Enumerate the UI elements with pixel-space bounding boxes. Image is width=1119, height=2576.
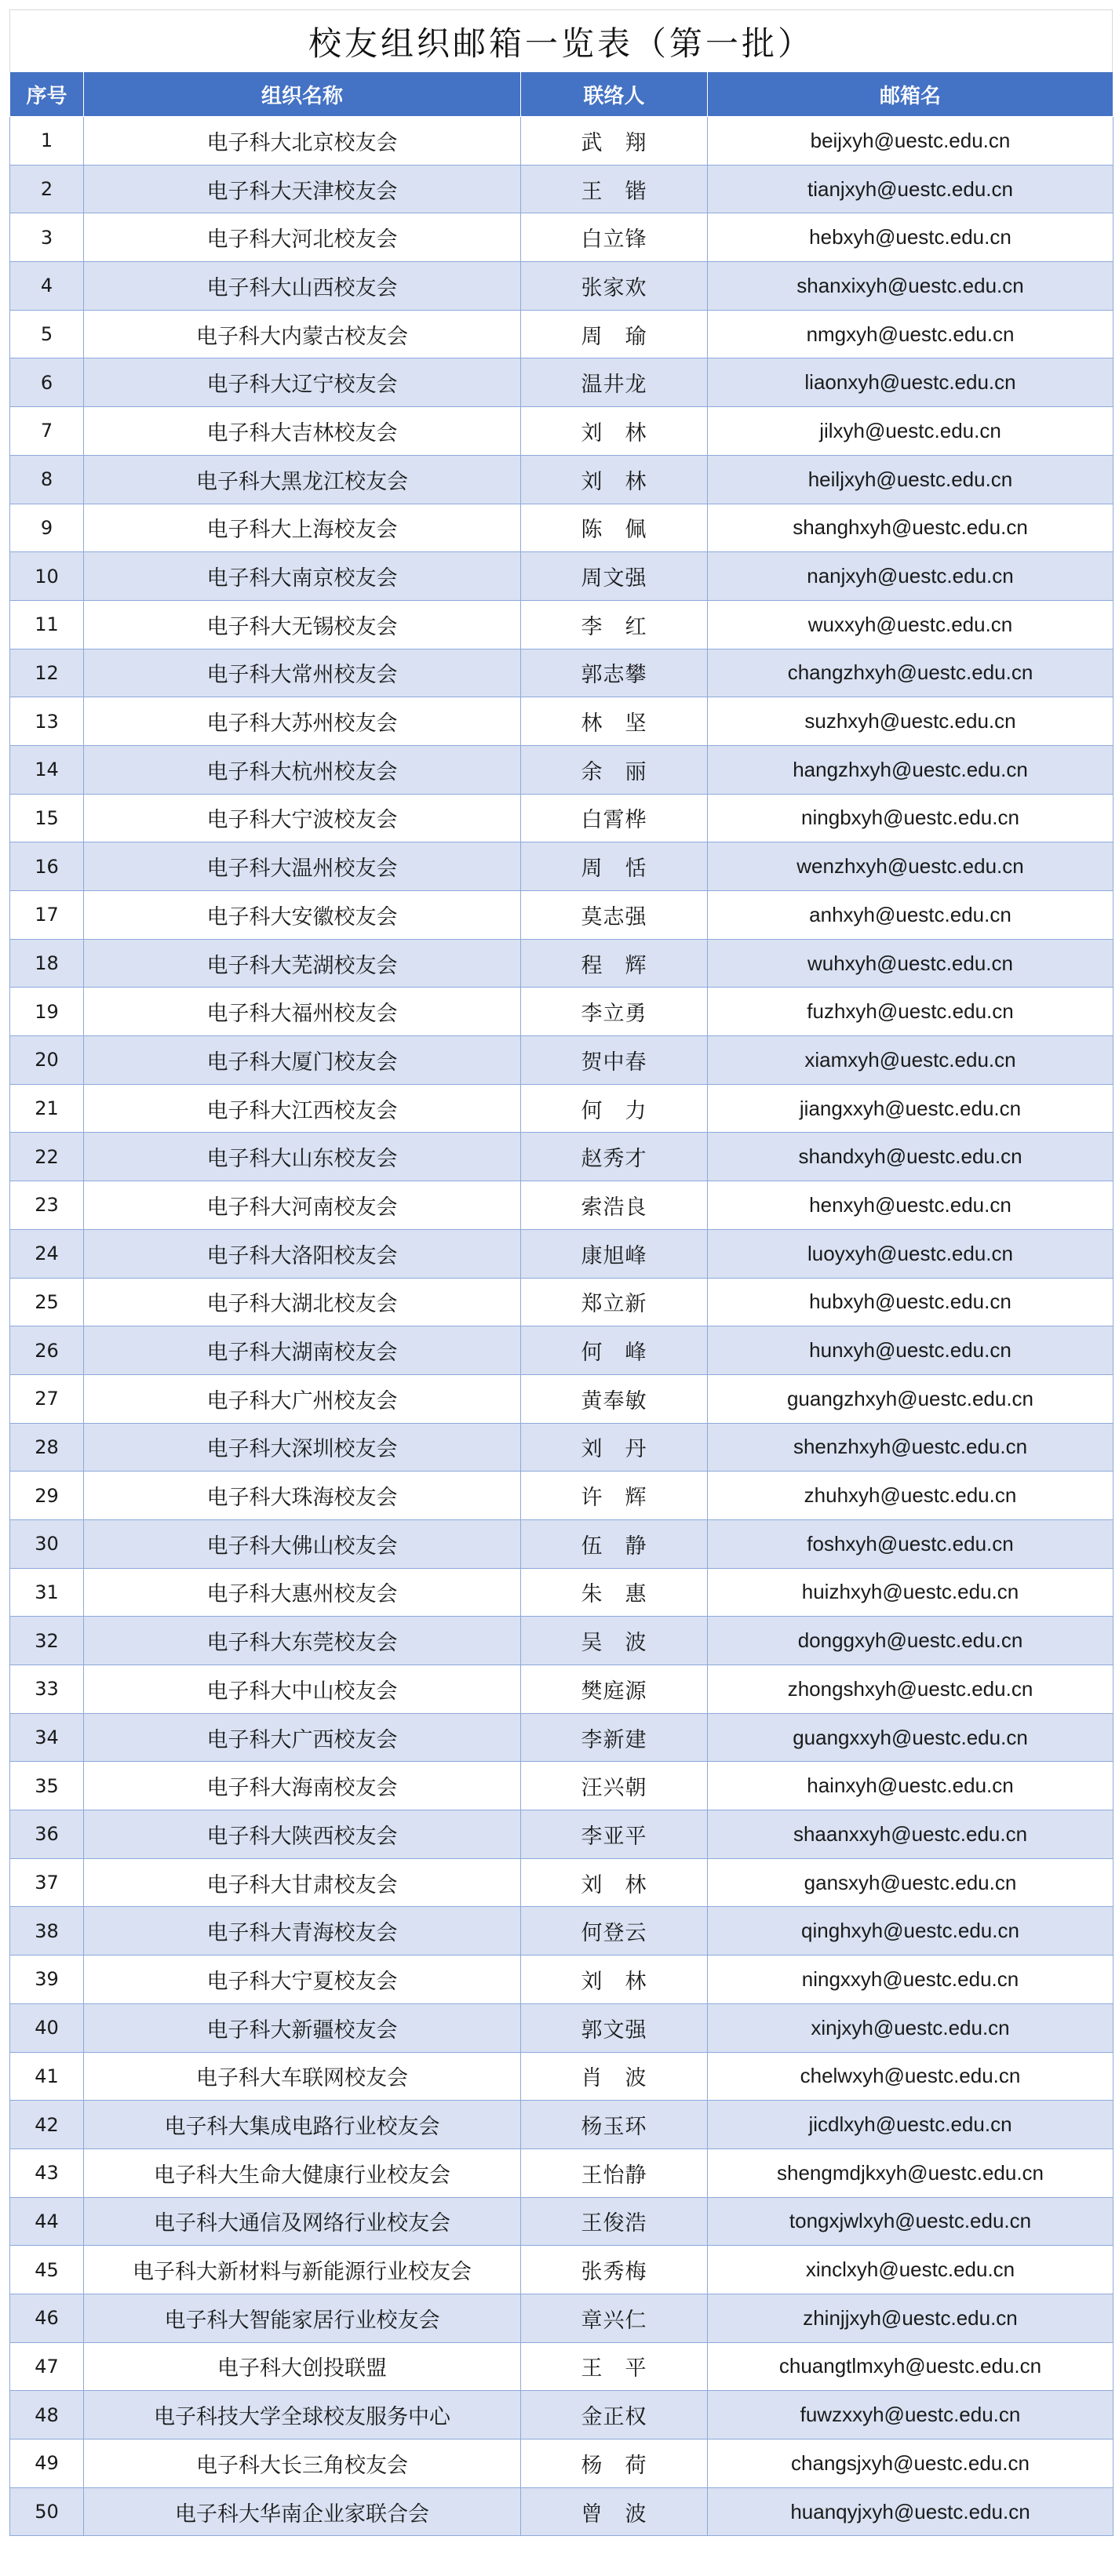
cell-email: fuzhxyh@uestc.edu.cn xyxy=(708,988,1114,1036)
cell-email: shenzhxyh@uestc.edu.cn xyxy=(708,1423,1114,1472)
cell-index: 25 xyxy=(10,1278,84,1326)
cell-organization: 电子科大智能家居行业校友会 xyxy=(84,2294,521,2342)
cell-index: 15 xyxy=(10,794,84,842)
cell-contact: 白霄桦 xyxy=(521,794,708,842)
cell-email: jiangxxyh@uestc.edu.cn xyxy=(708,1084,1114,1133)
cell-organization: 电子科大广西校友会 xyxy=(84,1713,521,1762)
table-row xyxy=(10,1568,1114,1617)
cell-contact: 程 辉 xyxy=(521,939,708,988)
cell-email: gansxyh@uestc.edu.cn xyxy=(708,1858,1114,1907)
cell-index: 20 xyxy=(10,1036,84,1085)
cell-organization: 电子科大湖南校友会 xyxy=(84,1326,521,1375)
cell-email: ningxxyh@uestc.edu.cn xyxy=(708,1956,1114,2004)
cell-contact: 金正权 xyxy=(521,2391,708,2440)
table-row xyxy=(10,1762,1114,1810)
cell-organization: 电子科大佛山校友会 xyxy=(84,1519,521,1568)
cell-contact: 曾 波 xyxy=(521,2487,708,2536)
cell-index: 34 xyxy=(10,1713,84,1762)
cell-index: 48 xyxy=(10,2391,84,2440)
table-row xyxy=(10,213,1114,262)
table-row xyxy=(10,2440,1114,2488)
cell-organization: 电子科大东莞校友会 xyxy=(84,1617,521,1665)
page-title: 校友组织邮箱一览表（第一批） xyxy=(308,24,814,63)
table-row xyxy=(10,794,1114,842)
cell-email: hebxyh@uestc.edu.cn xyxy=(708,213,1114,262)
table-row xyxy=(10,2294,1114,2342)
cell-organization: 电子科大甘肃校友会 xyxy=(84,1858,521,1907)
cell-index: 38 xyxy=(10,1907,84,1956)
cell-email: jilxyh@uestc.edu.cn xyxy=(708,407,1114,456)
cell-index: 35 xyxy=(10,1762,84,1810)
table-row xyxy=(10,1472,1114,1520)
table-row xyxy=(10,117,1114,166)
table-row xyxy=(10,310,1114,358)
cell-email: chelwxyh@uestc.edu.cn xyxy=(708,2052,1114,2101)
table-row xyxy=(10,2246,1114,2294)
table-row xyxy=(10,1810,1114,1859)
table-row xyxy=(10,2197,1114,2246)
table-row xyxy=(10,262,1114,311)
cell-index: 13 xyxy=(10,697,84,746)
cell-contact: 郭志攀 xyxy=(521,649,708,697)
cell-index: 8 xyxy=(10,455,84,504)
cell-contact: 白立锋 xyxy=(521,213,708,262)
cell-email: shaanxxyh@uestc.edu.cn xyxy=(708,1810,1114,1859)
table-row xyxy=(10,2148,1114,2197)
cell-organization: 电子科大安徽校友会 xyxy=(84,891,521,940)
cell-email: qinghxyh@uestc.edu.cn xyxy=(708,1907,1114,1956)
cell-index: 40 xyxy=(10,2003,84,2052)
table-row xyxy=(10,988,1114,1036)
cell-contact: 索浩良 xyxy=(521,1181,708,1230)
table-row xyxy=(10,1229,1114,1278)
cell-organization: 电子科大新材料与新能源行业校友会 xyxy=(84,2246,521,2294)
table-row xyxy=(10,1519,1114,1568)
cell-index: 28 xyxy=(10,1423,84,1472)
cell-contact: 刘 林 xyxy=(521,1956,708,2004)
cell-organization: 电子科大深圳校友会 xyxy=(84,1423,521,1472)
cell-email: chuangtlmxyh@uestc.edu.cn xyxy=(708,2342,1114,2391)
cell-organization: 电子科大杭州校友会 xyxy=(84,745,521,794)
cell-contact: 张秀梅 xyxy=(521,2246,708,2294)
cell-organization: 电子科大湖北校友会 xyxy=(84,1278,521,1326)
table-row xyxy=(10,842,1114,891)
cell-organization: 电子科大吉林校友会 xyxy=(84,407,521,456)
cell-index: 26 xyxy=(10,1326,84,1375)
table-row xyxy=(10,2052,1114,2101)
cell-email: wenzhxyh@uestc.edu.cn xyxy=(708,842,1114,891)
cell-contact: 刘 林 xyxy=(521,1858,708,1907)
cell-contact: 王 平 xyxy=(521,2342,708,2391)
cell-index: 22 xyxy=(10,1133,84,1181)
cell-index: 17 xyxy=(10,891,84,940)
table-row xyxy=(10,1084,1114,1133)
cell-index: 30 xyxy=(10,1519,84,1568)
cell-email: suzhxyh@uestc.edu.cn xyxy=(708,697,1114,746)
cell-contact: 章兴仁 xyxy=(521,2294,708,2342)
cell-index: 50 xyxy=(10,2487,84,2536)
cell-organization: 电子科大洛阳校友会 xyxy=(84,1229,521,1278)
table-row xyxy=(10,165,1114,213)
cell-organization: 电子科大福州校友会 xyxy=(84,988,521,1036)
cell-contact: 武 翔 xyxy=(521,117,708,166)
cell-organization: 电子科大陕西校友会 xyxy=(84,1810,521,1859)
cell-organization: 电子科大江西校友会 xyxy=(84,1084,521,1133)
cell-index: 23 xyxy=(10,1181,84,1230)
cell-email: huizhxyh@uestc.edu.cn xyxy=(708,1568,1114,1617)
cell-organization: 电子科大内蒙古校友会 xyxy=(84,310,521,358)
cell-organization: 电子科大青海校友会 xyxy=(84,1907,521,1956)
cell-email: henxyh@uestc.edu.cn xyxy=(708,1181,1114,1230)
cell-index: 44 xyxy=(10,2197,84,2246)
table-row xyxy=(10,649,1114,697)
header-row xyxy=(10,72,1114,117)
spreadsheet-page xyxy=(9,9,1113,2536)
cell-email: zhinjjxyh@uestc.edu.cn xyxy=(708,2294,1114,2342)
cell-index: 2 xyxy=(10,165,84,213)
cell-organization: 电子科大生命大健康行业校友会 xyxy=(84,2148,521,2197)
cell-organization: 电子科大北京校友会 xyxy=(84,117,521,166)
table-row xyxy=(10,1181,1114,1230)
cell-email: changzhxyh@uestc.edu.cn xyxy=(708,649,1114,697)
cell-email: foshxyh@uestc.edu.cn xyxy=(708,1519,1114,1568)
cell-organization: 电子科大新疆校友会 xyxy=(84,2003,521,2052)
table-row xyxy=(10,1907,1114,1956)
cell-email: fuwzxxyh@uestc.edu.cn xyxy=(708,2391,1114,2440)
cell-email: zhuhxyh@uestc.edu.cn xyxy=(708,1472,1114,1520)
cell-contact: 莫志强 xyxy=(521,891,708,940)
cell-index: 3 xyxy=(10,213,84,262)
cell-index: 49 xyxy=(10,2440,84,2488)
table-header xyxy=(10,72,1114,117)
cell-organization: 电子科大中山校友会 xyxy=(84,1665,521,1714)
cell-email: changsjxyh@uestc.edu.cn xyxy=(708,2440,1114,2488)
cell-contact: 郭文强 xyxy=(521,2003,708,2052)
cell-email: luoyxyh@uestc.edu.cn xyxy=(708,1229,1114,1278)
cell-index: 5 xyxy=(10,310,84,358)
cell-organization: 电子科大长三角校友会 xyxy=(84,2440,521,2488)
cell-contact: 刘 林 xyxy=(521,407,708,456)
table-row xyxy=(10,1423,1114,1472)
cell-email: nanjxyh@uestc.edu.cn xyxy=(708,552,1114,601)
table-row xyxy=(10,2003,1114,2052)
cell-email: jicdlxyh@uestc.edu.cn xyxy=(708,2101,1114,2149)
cell-email: xinclxyh@uestc.edu.cn xyxy=(708,2246,1114,2294)
table-body xyxy=(10,117,1114,2536)
table-row xyxy=(10,1036,1114,1085)
cell-contact: 张家欢 xyxy=(521,262,708,311)
cell-email: hainxyh@uestc.edu.cn xyxy=(708,1762,1114,1810)
cell-contact: 王 锴 xyxy=(521,165,708,213)
cell-index: 33 xyxy=(10,1665,84,1714)
cell-index: 14 xyxy=(10,745,84,794)
cell-email: guangxxyh@uestc.edu.cn xyxy=(708,1713,1114,1762)
cell-index: 18 xyxy=(10,939,84,988)
cell-index: 11 xyxy=(10,600,84,649)
cell-email: shengmdjkxyh@uestc.edu.cn xyxy=(708,2148,1114,2197)
cell-contact: 李立勇 xyxy=(521,988,708,1036)
table-row xyxy=(10,407,1114,456)
table-row xyxy=(10,1713,1114,1762)
table-row xyxy=(10,1617,1114,1665)
cell-index: 27 xyxy=(10,1374,84,1423)
table-row xyxy=(10,455,1114,504)
cell-contact: 康旭峰 xyxy=(521,1229,708,1278)
table-row xyxy=(10,2342,1114,2391)
cell-organization: 电子科大华南企业家联合会 xyxy=(84,2487,521,2536)
cell-email: heiljxyh@uestc.edu.cn xyxy=(708,455,1114,504)
table-row xyxy=(10,1858,1114,1907)
cell-organization: 电子科大黑龙江校友会 xyxy=(84,455,521,504)
cell-organization: 电子科大集成电路行业校友会 xyxy=(84,2101,521,2149)
cell-email: guangzhxyh@uestc.edu.cn xyxy=(708,1374,1114,1423)
cell-index: 12 xyxy=(10,649,84,697)
cell-email: hangzhxyh@uestc.edu.cn xyxy=(708,745,1114,794)
cell-contact: 肖 波 xyxy=(521,2052,708,2101)
cell-index: 31 xyxy=(10,1568,84,1617)
cell-email: tianjxyh@uestc.edu.cn xyxy=(708,165,1114,213)
table-row xyxy=(10,1665,1114,1714)
cell-contact: 刘 林 xyxy=(521,455,708,504)
cell-index: 10 xyxy=(10,552,84,601)
cell-index: 7 xyxy=(10,407,84,456)
cell-email: shanghxyh@uestc.edu.cn xyxy=(708,504,1114,552)
table-row xyxy=(10,939,1114,988)
cell-email: ningbxyh@uestc.edu.cn xyxy=(708,794,1114,842)
table-row xyxy=(10,358,1114,407)
cell-organization: 电子科大山西校友会 xyxy=(84,262,521,311)
cell-organization: 电子科大常州校友会 xyxy=(84,649,521,697)
cell-organization: 电子科大河北校友会 xyxy=(84,213,521,262)
cell-contact: 杨 荷 xyxy=(521,2440,708,2488)
cell-index: 21 xyxy=(10,1084,84,1133)
cell-organization: 电子科技大学全球校友服务中心 xyxy=(84,2391,521,2440)
table-row xyxy=(10,1374,1114,1423)
table-row xyxy=(10,600,1114,649)
cell-contact: 吴 波 xyxy=(521,1617,708,1665)
cell-contact: 郑立新 xyxy=(521,1278,708,1326)
cell-index: 19 xyxy=(10,988,84,1036)
cell-contact: 李新建 xyxy=(521,1713,708,1762)
table-row xyxy=(10,1956,1114,2004)
cell-email: nmgxyh@uestc.edu.cn xyxy=(708,310,1114,358)
cell-contact: 陈 佩 xyxy=(521,504,708,552)
cell-email: tongxjwlxyh@uestc.edu.cn xyxy=(708,2197,1114,2246)
cell-email: beijxyh@uestc.edu.cn xyxy=(708,117,1114,166)
cell-contact: 李亚平 xyxy=(521,1810,708,1859)
table-row xyxy=(10,891,1114,940)
cell-index: 36 xyxy=(10,1810,84,1859)
table-row xyxy=(10,697,1114,746)
cell-organization: 电子科大海南校友会 xyxy=(84,1762,521,1810)
cell-contact: 许 辉 xyxy=(521,1472,708,1520)
cell-contact: 赵秀才 xyxy=(521,1133,708,1181)
cell-contact: 贺中春 xyxy=(521,1036,708,1085)
cell-index: 4 xyxy=(10,262,84,311)
table-row xyxy=(10,552,1114,601)
cell-organization: 电子科大南京校友会 xyxy=(84,552,521,601)
table-row xyxy=(10,2101,1114,2149)
cell-contact: 周文强 xyxy=(521,552,708,601)
table-row xyxy=(10,2391,1114,2440)
cell-contact: 余 丽 xyxy=(521,745,708,794)
cell-index: 43 xyxy=(10,2148,84,2197)
table-row xyxy=(10,1278,1114,1326)
cell-contact: 何登云 xyxy=(521,1907,708,1956)
cell-contact: 刘 丹 xyxy=(521,1423,708,1472)
cell-email: shanxixyh@uestc.edu.cn xyxy=(708,262,1114,311)
header-index: 序号 xyxy=(10,72,84,117)
cell-organization: 电子科大创投联盟 xyxy=(84,2342,521,2391)
cell-organization: 电子科大珠海校友会 xyxy=(84,1472,521,1520)
cell-organization: 电子科大天津校友会 xyxy=(84,165,521,213)
cell-index: 47 xyxy=(10,2342,84,2391)
cell-index: 6 xyxy=(10,358,84,407)
cell-contact: 林 坚 xyxy=(521,697,708,746)
cell-organization: 电子科大辽宁校友会 xyxy=(84,358,521,407)
cell-organization: 电子科大厦门校友会 xyxy=(84,1036,521,1085)
cell-organization: 电子科大上海校友会 xyxy=(84,504,521,552)
cell-organization: 电子科大苏州校友会 xyxy=(84,697,521,746)
cell-index: 1 xyxy=(10,117,84,166)
cell-contact: 朱 惠 xyxy=(521,1568,708,1617)
cell-index: 24 xyxy=(10,1229,84,1278)
cell-organization: 电子科大广州校友会 xyxy=(84,1374,521,1423)
cell-organization: 电子科大河南校友会 xyxy=(84,1181,521,1230)
cell-index: 42 xyxy=(10,2101,84,2149)
cell-organization: 电子科大宁波校友会 xyxy=(84,794,521,842)
cell-contact: 周 恬 xyxy=(521,842,708,891)
cell-organization: 电子科大山东校友会 xyxy=(84,1133,521,1181)
cell-organization: 电子科大车联网校友会 xyxy=(84,2052,521,2101)
table-row xyxy=(10,2487,1114,2536)
header-organization: 组织名称 xyxy=(84,72,521,117)
cell-contact: 黄奉敏 xyxy=(521,1374,708,1423)
cell-email: wuhxyh@uestc.edu.cn xyxy=(708,939,1114,988)
cell-index: 9 xyxy=(10,504,84,552)
table-row xyxy=(10,1133,1114,1181)
cell-email: anhxyh@uestc.edu.cn xyxy=(708,891,1114,940)
cell-contact: 王俊浩 xyxy=(521,2197,708,2246)
cell-index: 45 xyxy=(10,2246,84,2294)
cell-contact: 汪兴朝 xyxy=(521,1762,708,1810)
cell-email: shandxyh@uestc.edu.cn xyxy=(708,1133,1114,1181)
cell-organization: 电子科大无锡校友会 xyxy=(84,600,521,649)
cell-index: 16 xyxy=(10,842,84,891)
cell-index: 39 xyxy=(10,1956,84,2004)
cell-email: liaonxyh@uestc.edu.cn xyxy=(708,358,1114,407)
cell-email: wuxxyh@uestc.edu.cn xyxy=(708,600,1114,649)
cell-contact: 周 瑜 xyxy=(521,310,708,358)
header-contact: 联络人 xyxy=(521,72,708,117)
cell-contact: 伍 静 xyxy=(521,1519,708,1568)
cell-contact: 何 峰 xyxy=(521,1326,708,1375)
cell-organization: 电子科大通信及网络行业校友会 xyxy=(84,2197,521,2246)
cell-index: 32 xyxy=(10,1617,84,1665)
table-row xyxy=(10,504,1114,552)
cell-email: xinjxyh@uestc.edu.cn xyxy=(708,2003,1114,2052)
cell-email: huanqyjxyh@uestc.edu.cn xyxy=(708,2487,1114,2536)
title-bar xyxy=(9,9,1113,72)
cell-index: 46 xyxy=(10,2294,84,2342)
cell-email: donggxyh@uestc.edu.cn xyxy=(708,1617,1114,1665)
cell-organization: 电子科大温州校友会 xyxy=(84,842,521,891)
cell-index: 41 xyxy=(10,2052,84,2101)
cell-organization: 电子科大宁夏校友会 xyxy=(84,1956,521,2004)
cell-contact: 李 红 xyxy=(521,600,708,649)
cell-contact: 温井龙 xyxy=(521,358,708,407)
cell-contact: 樊庭源 xyxy=(521,1665,708,1714)
cell-index: 37 xyxy=(10,1858,84,1907)
cell-contact: 何 力 xyxy=(521,1084,708,1133)
cell-organization: 电子科大惠州校友会 xyxy=(84,1568,521,1617)
cell-email: zhongshxyh@uestc.edu.cn xyxy=(708,1665,1114,1714)
cell-contact: 杨玉环 xyxy=(521,2101,708,2149)
table-row xyxy=(10,1326,1114,1375)
cell-email: hunxyh@uestc.edu.cn xyxy=(708,1326,1114,1375)
alumni-email-table xyxy=(9,72,1114,2536)
cell-email: xiamxyh@uestc.edu.cn xyxy=(708,1036,1114,1085)
cell-contact: 王怡静 xyxy=(521,2148,708,2197)
table-row xyxy=(10,745,1114,794)
header-email: 邮箱名 xyxy=(708,72,1114,117)
cell-index: 29 xyxy=(10,1472,84,1520)
cell-organization: 电子科大芜湖校友会 xyxy=(84,939,521,988)
cell-email: hubxyh@uestc.edu.cn xyxy=(708,1278,1114,1326)
